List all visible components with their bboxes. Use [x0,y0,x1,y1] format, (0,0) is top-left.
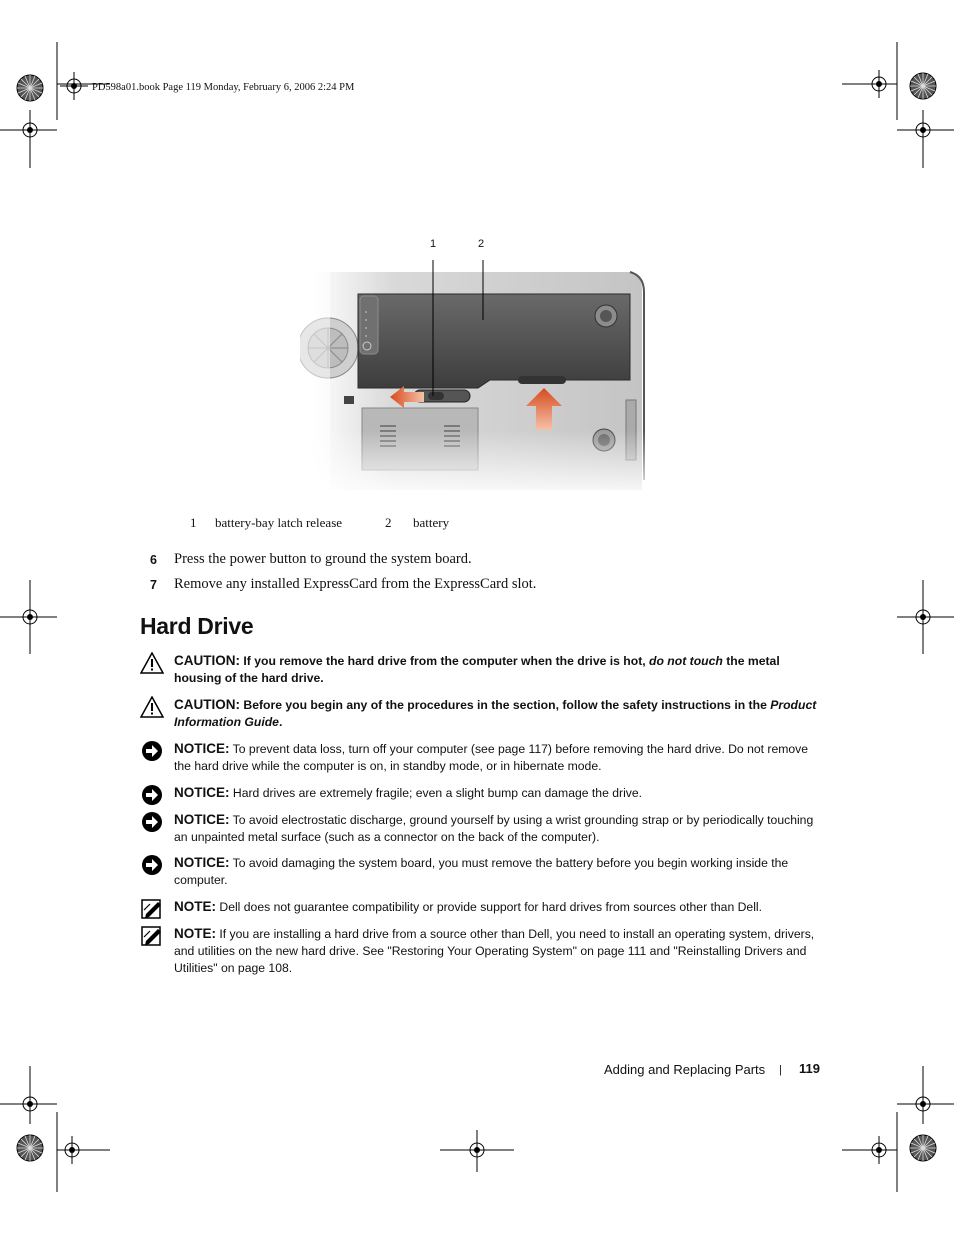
note-box [140,898,820,918]
pencil-note-icon [140,898,164,920]
notice-box [140,784,820,804]
pencil-note-icon [140,925,164,947]
section-title: Hard Drive [140,613,254,639]
caution-text: the metal housing of the hard drive. [174,654,780,685]
caution-icon [140,652,164,674]
notice-text: Hard drives are extremely fragile; even a slight bump can damage the drive. [229,786,643,800]
notice-box [140,811,820,847]
note-text: If you are installing a hard drive from a source other than Dell, you need to install an operating system, drivers, and utilities on the new hard drive. See "Restoring Your Operating System" on page 111 and "Reinstalling Drivers and Utilities" on page 108. [174,927,815,975]
notice-label: NOTICE: [174,812,230,827]
notice-text: To avoid damaging the system board, you must remove the battery before you begin working inside the computer. [174,856,789,887]
step-text: Remove any installed ExpressCard from the ExpressCard slot. [174,576,537,592]
notice-text: To avoid electrostatic discharge, ground yourself by using a wrist grounding strap or by periodically touching an unpainted metal surface (such as a connector on the back of the computer). [174,813,814,844]
footer-separator: | [779,1064,782,1076]
notice-icon [140,854,164,876]
note-label: NOTE: [174,899,216,914]
legend-label: battery [413,515,450,530]
notice-label: NOTICE: [174,785,230,800]
notice-icon [140,811,164,833]
legend-num: 2 [385,515,392,530]
caution-text: Before you begin any of the procedures in the section, follow the safety instructions in the [240,698,771,712]
caution-icon [140,696,164,718]
caution-label: CAUTION: [174,653,240,668]
callout-2: 2 [478,238,485,250]
note-box [140,925,820,977]
notice-label: NOTICE: [174,855,230,870]
caution-text: . [278,715,283,729]
notice-label: NOTICE: [174,741,230,756]
footer-section-name: Adding and Replacing Parts [604,1062,766,1077]
caution-emphasis: do not touch [649,654,723,668]
step-number: 7 [150,578,157,592]
notice-text: To prevent data loss, turn off your computer (see page 117) before removing the hard drive. Do not remove the hard drive while the computer is on, in standby mode, or in hibernate mode. [174,742,809,773]
print-header: PD598a01.book Page 119 Monday, February 6, 2006 2:24 PM [92,82,355,93]
battery-removal-illustration [300,230,650,500]
notice-box [140,854,820,890]
notice-icon [140,784,164,806]
caution-box [140,652,820,688]
notice-box [140,740,820,776]
guide-title: Product Information Guide [174,698,817,729]
step-text: Press the power button to ground the system board. [174,551,472,567]
legend-label: battery-bay latch release [215,515,343,530]
callout-1: 1 [430,238,437,250]
note-text: Dell does not guarantee compatibility or provide support for hard drives from sources other than Dell. [216,900,763,914]
notice-icon [140,740,164,762]
note-label: NOTE: [174,926,216,941]
step-number: 6 [150,553,157,567]
page-number: 119 [799,1061,820,1076]
caution-label: CAUTION: [174,697,240,712]
caution-text: If you remove the hard drive from the computer when the drive is hot, [240,654,650,668]
caution-box [140,696,820,732]
legend-num: 1 [190,515,197,530]
